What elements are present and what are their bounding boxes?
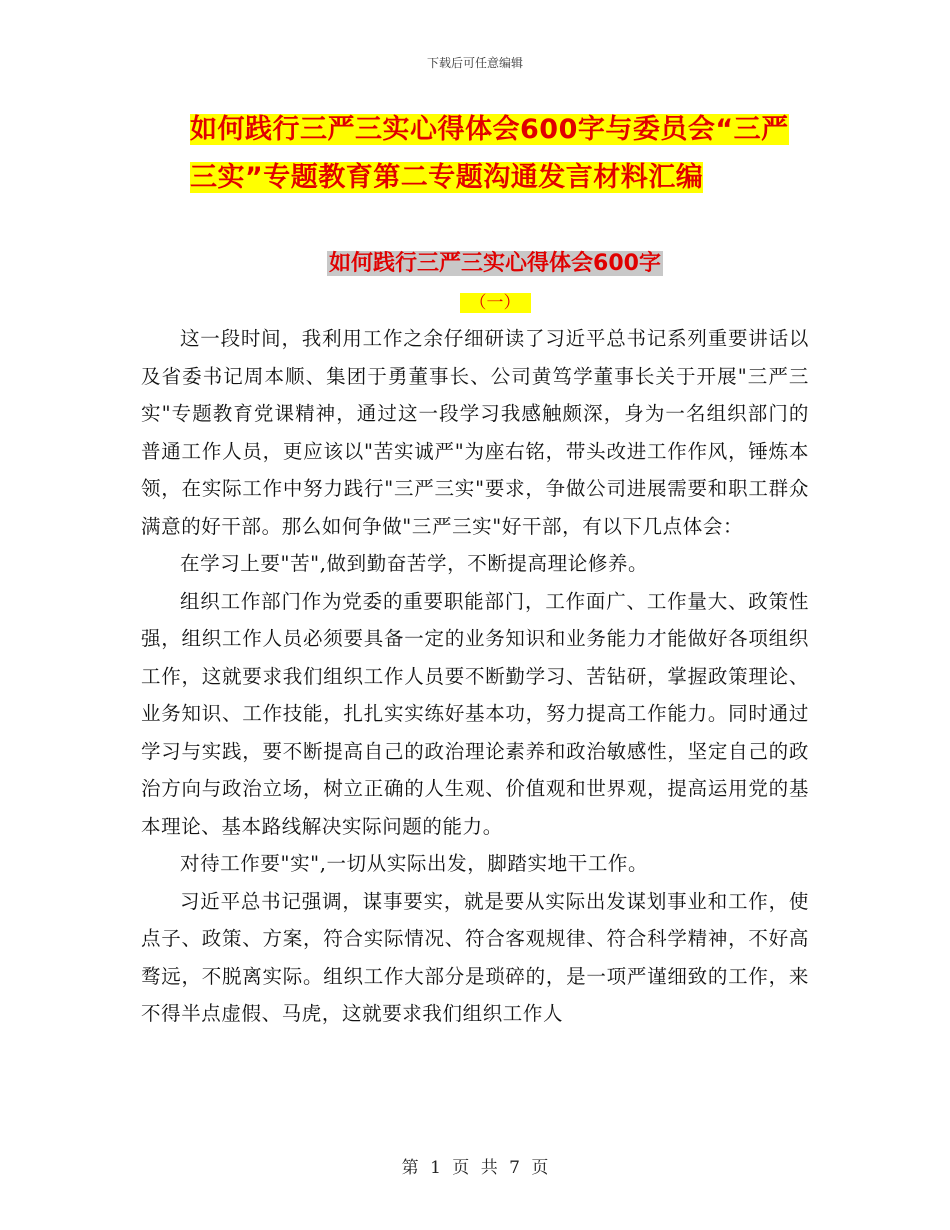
paragraph: 组织工作部门作为党委的重要职能部门，工作面广、工作量大、政策性强，组织工作人员必须要具备一定的业务知识和业务能力才能做好各项组织工作，这就要求我们组织工作人员要不断勤学习、苦钻研，掌握政策理论、业务知识、工作技能，扎扎实实练好基本功，努力提高工作能力。同时通过学习与实践，要不断提高自己的政治理论素养和政治敏感性，坚定自己的政治方向与政治立场，树立正确的人生观、价值观和世界观，提高运用党的基本理论、基本路线解决实际问题的能力。	[141, 589, 809, 838]
document-title-text: 如何践行三严三实心得体会600字与委员会“三严三实”专题教育第二专题沟通发言材料汇编	[190, 114, 789, 193]
section-number	[0, 288, 950, 313]
paragraph: 对待工作要"实",一切从实际出发，脚踏实地干工作。	[180, 852, 649, 875]
document-title	[190, 106, 800, 202]
paragraph: 在学习上要"苦",做到勤奋苦学，不断提高理论修养。	[180, 552, 649, 575]
document-body	[141, 320, 809, 1033]
section-number-text: （一）	[460, 293, 531, 313]
paragraph: 这一段时间，我利用工作之余仔细研读了习近平总书记系列重要讲话以及省委书记周本顺、集团于勇董事长、公司黄笃学董事长关于开展"三严三实"专题教育党课精神，通过这一段学习我感触颇深，身为一名组织部门的普通工作人员，更应该以"苦实诚严"为座右铭，带头改进工作作风，锤炼本领，在实际工作中努力践行"三严三实"要求，争做公司进展需要和职工群众满意的好干部。那么如何争做"三严三实"好干部，有以下几点体会：	[141, 327, 809, 538]
page-footer: 第 1 页 共 7 页	[401, 1158, 549, 1178]
section-title	[0, 246, 950, 277]
section-title-text: 如何践行三严三实心得体会600字	[329, 251, 661, 276]
page-header: 下载后可任意编辑	[426, 56, 523, 70]
paragraph: 习近平总书记强调，谋事要实，就是要从实际出发谋划事业和工作，使点子、政策、方案，符合实际情况、符合客观规律、符合科学精神，不好高骛远，不脱离实际。组织工作大部分是琐碎的，是一项严谨细致的工作，来不得半点虚假、马虎，这就要求我们组织工作人	[141, 889, 809, 1025]
